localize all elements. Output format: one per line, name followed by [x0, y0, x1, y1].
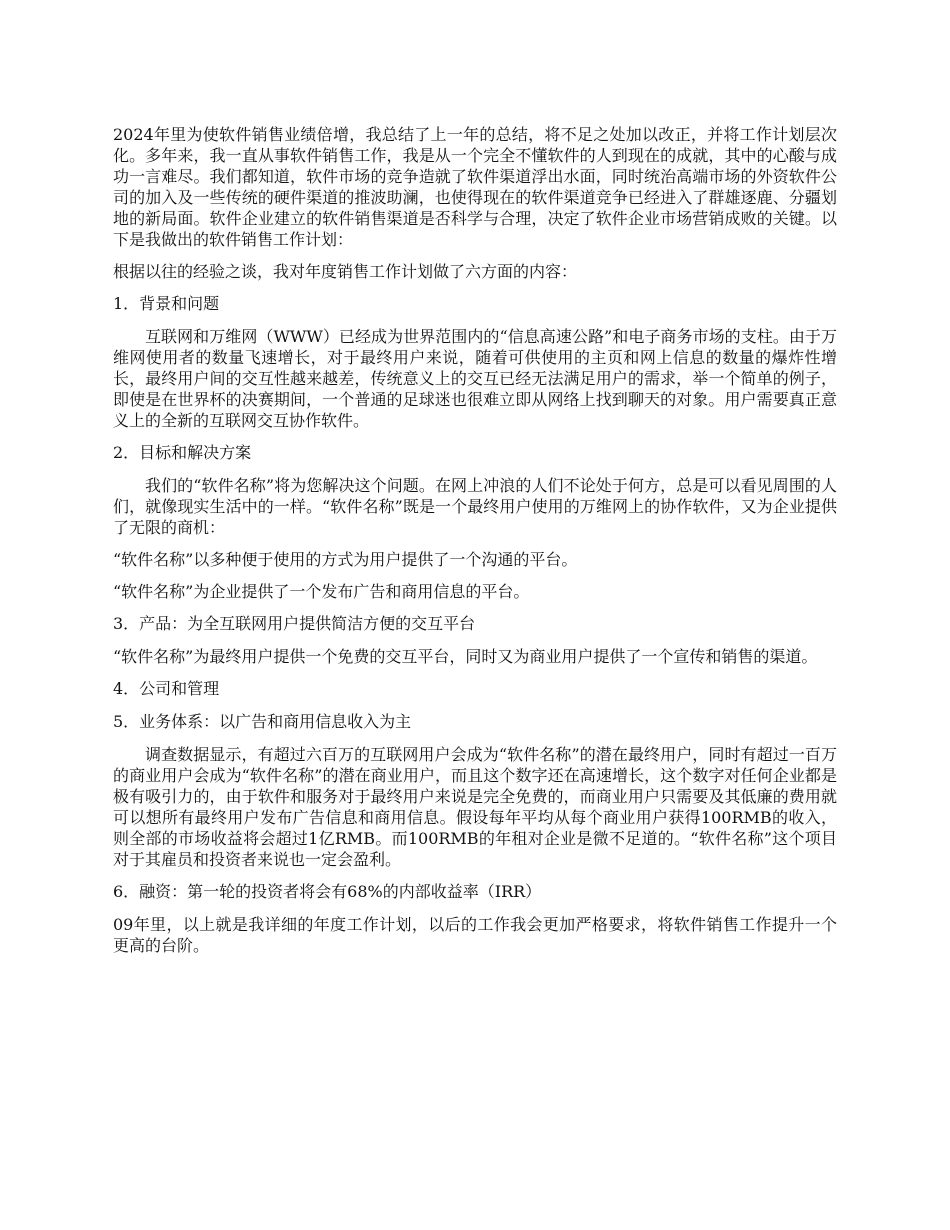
document-body [113, 124, 837, 967]
section-5-heading: 5．业务体系：以广告和商用信息收入为主 [113, 712, 412, 731]
intro-paragraph: 2024年里为使软件销售业绩倍增，我总结了上一年的总结，将不足之处加以改正，并将工作计划层次化。多年来，我一直从事软件销售工作，我是从一个完全不懂软件的人到现在的成就，其中的心酸与成功一言难尽。我们都知道，软件市场的竞争造就了软件渠道浮出水面，同时统治高端市场的外资软件公司的加入及一些传统的硬件渠道的推波助澜，也使得现在的软件渠道竞争已经进入了群雄逐鹿、分疆划地的新局面。软件企业建立的软件销售渠道是否科学与合理，决定了软件企业市场营销成败的关键。以下是我做出的软件销售工作计划： [113, 125, 837, 249]
closing-paragraph: 09年里，以上就是我详细的年度工作计划，以后的工作我会更加严格要求，将软件销售工作提升一个更高的台阶。 [113, 915, 837, 955]
section-2-point-1: “软件名称”以多种便于使用的方式为用户提供了一个沟通的平台。 [113, 550, 578, 569]
section-3-heading: 3．产品：为全互联网用户提供简洁方便的交互平台 [113, 614, 476, 633]
section-5-body: 调查数据显示，有超过六百万的互联网用户会成为“软件名称”的潜在最终用户，同时有超过一百万的商业用户会成为“软件名称”的潜在商业用户，而且这个数字还在高速增长，这个数字对任何企业都是极有吸引力的，由于软件和服务对于最终用户来说是完全免费的，而商业用户只需要及其低廉的费用就可以想所有最终用户发布广告信息和商用信息。假设每年平均从每个商业用户获得100RMB的收入，则全部的市场收益将会超过1亿RMB。而100RMB的年租对企业是微不足道的。“软件名称”这个项目对于其雇员和投资者来说也一定会盈利。 [113, 745, 837, 869]
section-6-heading: 6．融资：第一轮的投资者将会有68%的内部收益率（IRR） [113, 882, 542, 901]
lead-paragraph: 根据以往的经验之谈，我对年度销售工作计划做了六方面的内容： [113, 262, 578, 281]
section-1-body: 互联网和万维网（WWW）已经成为世界范围内的“信息高速公路”和电子商务市场的支柱。由于万维网使用者的数量飞速增长，对于最终用户来说，随着可供使用的主页和网上信息的数量的爆炸性增长，最终用户间的交互性越来越差，传统意义上的交互已经无法满足用户的需求，举一个简单的例子，即使是在世界杯的决赛期间，一个普通的足球迷也很难立即从网络上找到聊天的对象。用户需要真正意义上的全新的互联网交互协作软件。 [113, 327, 837, 430]
section-2-point-2: “软件名称”为企业提供了一个发布广告和商用信息的平台。 [113, 582, 530, 601]
section-2-body: 我们的“软件名称”将为您解决这个问题。在网上冲浪的人们不论处于何方，总是可以看见周围的人们，就像现实生活中的一样。“软件名称”既是一个最终用户使用的万维网上的协作软件，又为企业提供了无限的商机： [113, 476, 837, 537]
section-3-body: “软件名称”为最终用户提供一个免费的交互平台，同时又为商业用户提供了一个宣传和销售的渠道。 [113, 647, 818, 666]
section-2-heading: 2．目标和解决方案 [113, 443, 252, 462]
section-1-heading: 1．背景和问题 [113, 294, 220, 313]
section-4-heading: 4．公司和管理 [113, 679, 220, 698]
